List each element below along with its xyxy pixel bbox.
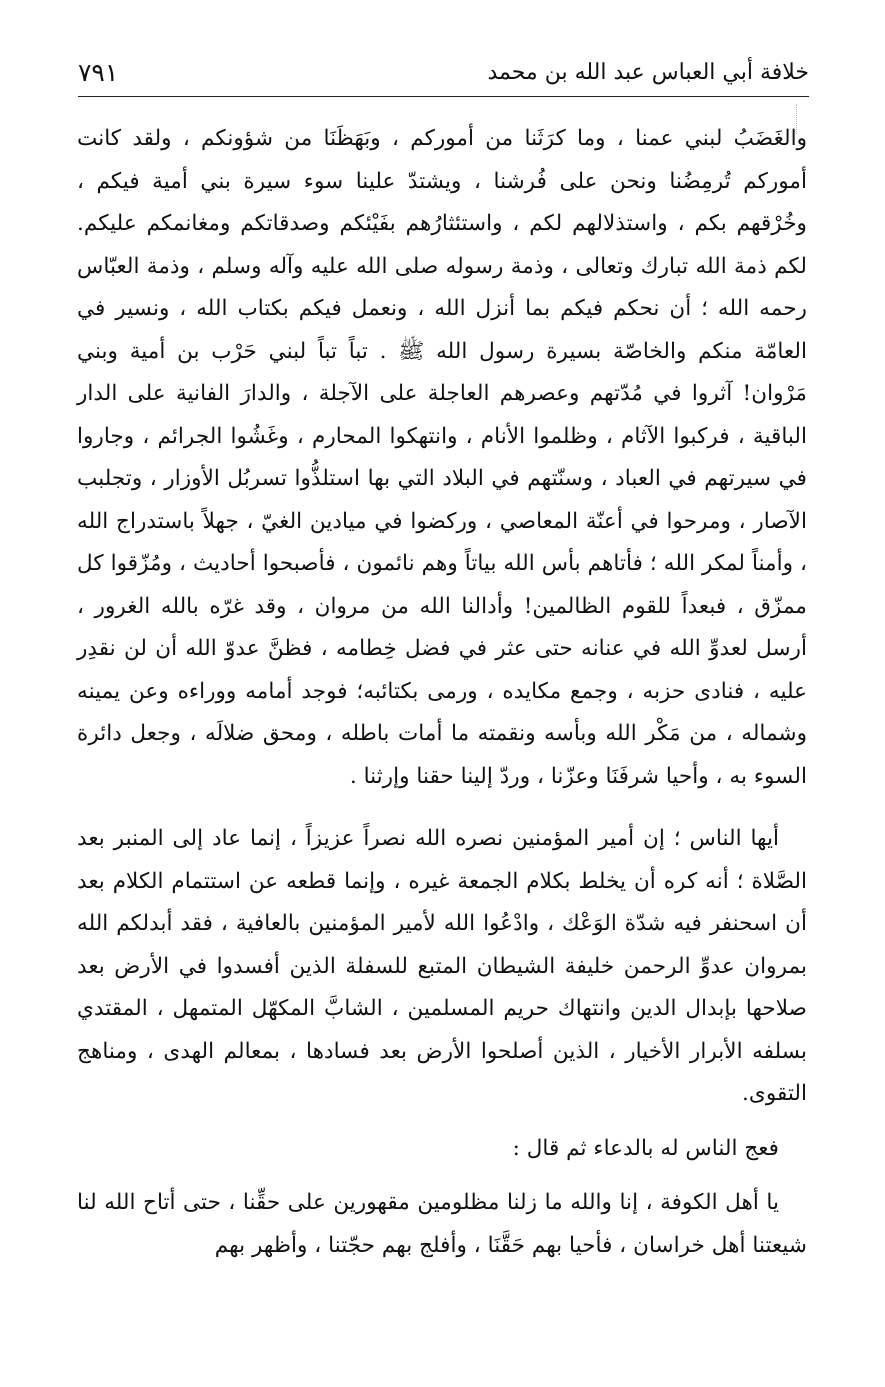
paragraph-2: أيها الناس ؛ إن أمير المؤمنين نصره الله نصراً عزيزاً ، إنما عاد إلى المنبر بعد الصَّلاة ؛ أنه كره أن يخلط بكلام الجمعة غيره ، وإنما قطعه عن استتمام الكلام بعد أن اسحنفر فيه شدّة الوَعْك ، وادْعُوا الله لأمير المؤمنين بالعافية ، فقد أبدلكم الله بمروان عدوِّ الرحمن خليفة الشيطان المتبع للسفلة الذين أفسدوا في الأرض بعد صلاحها بإبدال الدين وانتهاك حريم المسلمين ، الشابَّ المكهّل المتمهل ، المقتدي بسلفه الأبرار الأخيار ، الذين أصلحوا الأرض بعد فسادها ، بمعالم الهدى ، ومناهج التقوى. bbox=[77, 826, 807, 1106]
paragraph-3: فعج الناس له بالدعاء ثم قال : bbox=[512, 1135, 779, 1161]
running-title: خلافة أبي العباس عبد الله بن محمد bbox=[487, 60, 809, 85]
paragraph-1: والغَضَبُ لبني عمنا ، وما كرَثَنا من أموركم ، وبَهَظَنَا من شؤونكم ، ولقد كانت أموركم تُرمِضُنا ونحن على فُرشنا ، ويشتدّ علينا سوء سيرة بني أمية فيكم ، وخُرْقهم بكم ، واستذلالهم لكم ، واستئثارُهم بفَيْئكم وصدقاتكم ومغانمكم عليكم. لكم ذمة الله تبارك وتعالى ، وذمة رسوله صلى الله عليه وآله وسلم ، وذمة العبّاس رحمه الله ؛ أن نحكم فيكم بما أنزل الله ، ونعمل فيكم بكتاب الله ، ونسير في العامّة منكم والخاصّة بسيرة رسول الله ﷺ . تباً تباً لبني حَرْب بن أمية وبني مَرْوان! آثروا في مُدّتهم وعصرهم العاجلة على الآجلة ، والدارَ الفانية على الدار الباقية ، فركبوا الآثام ، وظلموا الأنام ، وانتهكوا المحارم ، وغَشُوا الجرائم ، وجاروا في سيرتهم في العباد ، وسنّتهم في البلاد التي بها استلذُّوا تسربُل الأوزار ، وتجلبب الآصار ، ومرحوا في أعنّة المعاصي ، وركضوا في ميادين الغيّ ، جهلاً باستدراج الله ، وأمناً لمكر الله ؛ فأتاهم بأس الله بياتاً وهم نائمون ، فأصبحوا أحاديث ، ومُزّقوا كل ممزّق ، فبعداً للقوم الظالمين! وأدالنا الله من مروان ، وقد غرّه بالله الغرور ، أرسل لعدوِّ الله في عنانه حتى عثر في فضل خِطامه ، فظنَّ عدوّ الله أن لن نقدِر عليه ، فنادى حزبه ، وجمع مكايده ، ورمى بكتائبه؛ فوجد أمامه ووراءه وعن يمينه وشماله ، من مَكْر الله وبأسه ونقمته ما أمات باطله ، ومحق ضلالَه ، وجعل دائرة السوء به ، وأحيا شرفَنَا وعزّنا ، وردّ إلينا حقنا وإرثنا . bbox=[77, 126, 807, 789]
paragraph-4: يا أهل الكوفة ، إنا والله ما زلنا مظلومين مقهورين على حقِّنا ، حتى أتاح الله لنا شيعتنا أهل خراسان ، فأحيا بهم حَقَّنَا ، وأفلج بهم حجّتنا ، وأظهر بهم bbox=[77, 1190, 807, 1258]
main-text bbox=[77, 118, 807, 1267]
page-header bbox=[78, 56, 809, 97]
page-number: ٧٩١ bbox=[78, 58, 119, 87]
